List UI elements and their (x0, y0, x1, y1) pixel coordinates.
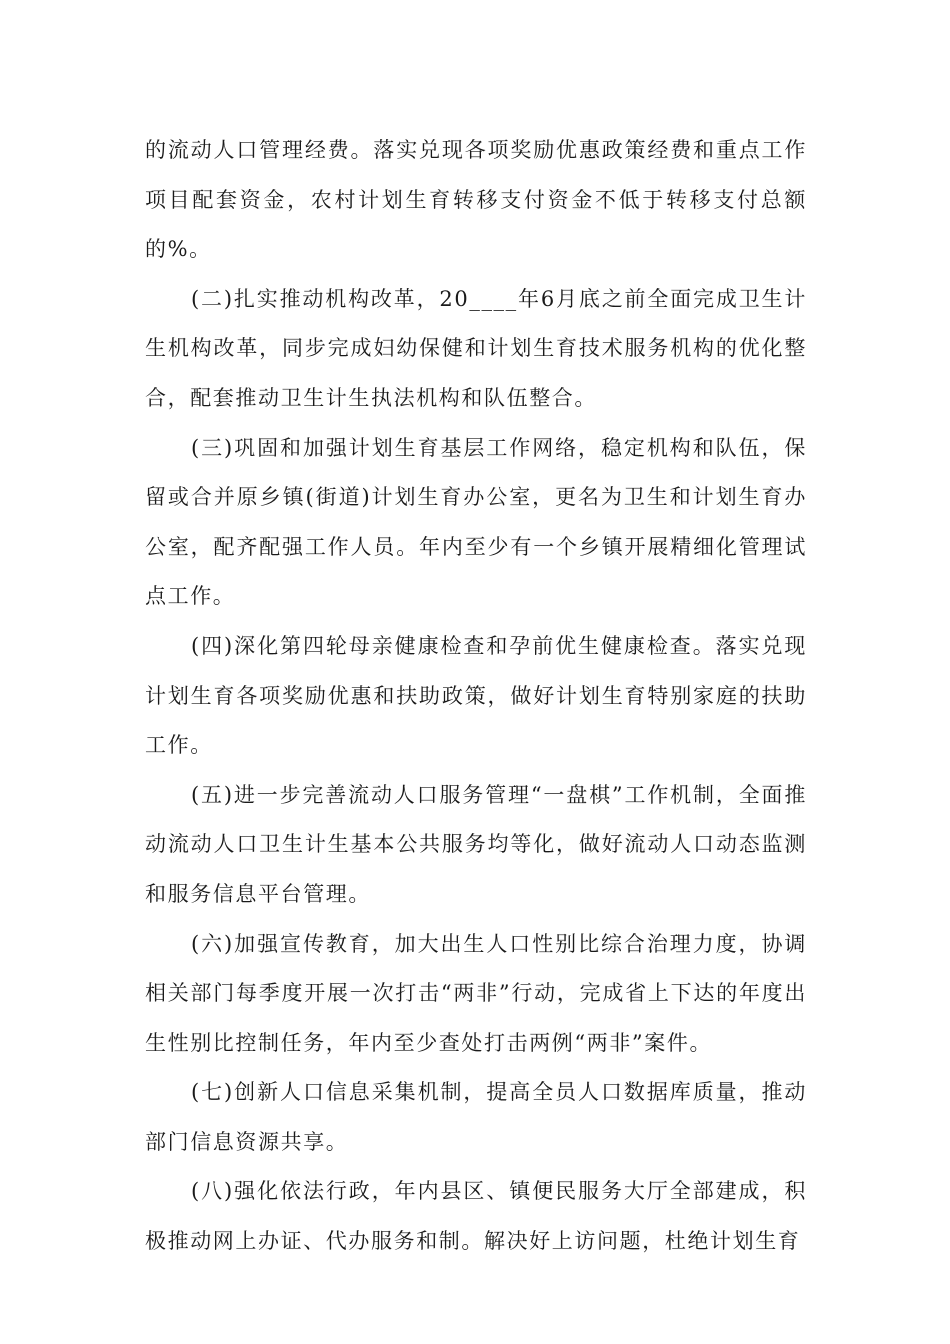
paragraph-floating-population: (五)进一步完善流动人口服务管理“一盘棋”工作机制，全面推动流动人口卫生计生基本公共服务均等化，做好流动人口动态监测和服务信息平台管理。 (145, 782, 807, 906)
paragraph-grassroots-network: (三)巩固和加强计划生育基层工作网络，稳定机构和队伍，保留或合并原乡镇(街道)计划生育办公室，更名为卫生和计划生育办公室，配齐配强工作人员。年内至少有一个乡镇开展精细化管理试点工作。 (145, 435, 807, 609)
document-body (145, 126, 807, 1267)
paragraph-funding-continuation: 的流动人口管理经费。落实兑现各项奖励优惠政策经费和重点工作项目配套资金，农村计划生育转移支付资金不低于转移支付总额的%。 (145, 138, 807, 262)
paragraph-law-administration: (八)强化依法行政，年内县区、镇便民服务大厅全部建成，积极推动网上办证、代办服务和制。解决好上访问题，杜绝计划生育 (145, 1179, 807, 1254)
paragraph-publicity-education: (六)加强宣传教育，加大出生人口性别比综合治理力度，协调相关部门每季度开展一次打击“两非”行动，完成省上下达的年度出生性别比控制任务，年内至少查处打击两例“两非”案件。 (145, 931, 807, 1055)
paragraph-health-checks: (四)深化第四轮母亲健康检查和孕前优生健康检查。落实兑现计划生育各项奖励优惠和扶助政策，做好计划生育特别家庭的扶助工作。 (145, 633, 807, 758)
paragraph-institutional-reform: (二)扎实推动机构改革，20____年6月底之前全面完成卫生计生机构改革，同步完成妇幼保健和计划生育技术服务机构的优化整合，配套推动卫生计生执法机构和队伍整合。 (145, 286, 807, 410)
paragraph-information-collection: (七)创新人口信息采集机制，提高全员人口数据库质量，推动部门信息资源共享。 (145, 1080, 807, 1154)
